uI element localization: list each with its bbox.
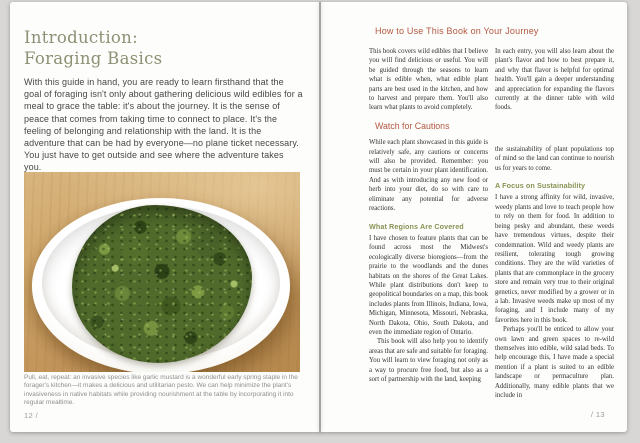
text-column-1 [369,47,488,384]
subheading-sustainability: A Focus on Sustainability [495,181,586,191]
left-page [10,2,319,432]
chopped-greens [72,205,252,363]
photo-caption: Pull, eat, repeat: an invasive species like garlic mustard is a wonderful early spring staple in the forager's kitchen—it makes a delicious and utilitarian pesto. We can help minimize the plant's invasiveness in native habitats while providing nourishment at the table by incorporating it into regular mealtime. [24,374,298,407]
right-page [321,2,627,432]
paragraph: I have a strong affinity for wild, invasive, weedy plants and love to teach people how to rely on them for food. In addition to being pesky and abundant, these weeds have tremendous virtues, despite their condemnation. Wild and weedy plants are resilient, tolerating tough growing conditions. They are the wild varieties of plants that are commonplace in the grocery store and remain very true to their original genetics, never modified by a grower or in a lab. Invasive weeds make up most of my foraging, and I include many of my favorites here in this book. [495,194,614,324]
subheading-what-regions: What Regions Are Covered [369,221,464,231]
section-heading-watch-for-cautions: Watch for Cautions [375,120,450,131]
paragraph: In each entry, you will also learn about the plant's flavor and how to best prepare it, and why that flavor is helpful for optimal health. You'll gain a deeper understanding and appreciation for expanding the flavors currently at the dinner table with wild foods. [495,48,614,112]
white-bowl [32,198,290,372]
book-spread [10,2,627,432]
page-title-line2: Foraging Basics [24,49,163,68]
intro-paragraph: With this guide in hand, you are ready to learn firsthand that the goal of foraging isn't only about gathering delicious wild edibles for a meal to grace the table: it's about the journey. It is the sense of peace that comes from taking time to connect to place. It's the feeling of belonging and relationship with the land. It is the adventure that can be had by everyone—no plane ticket necessary. You just have to get outside and see where the adventure takes you. [24,77,303,173]
paragraph: the sustainability of plant populations top of mind so the land can continue to nourish us for years to come. [495,145,614,172]
page-title-line1: Introduction: [24,28,138,47]
page-number-left: 12 / [24,411,39,420]
page-title [24,27,162,69]
paragraph: This book will also help you to identify areas that are safe and suitable for foraging. You will learn to view foraging not only as a way to procure free food, but also as a sort of partnership with the land, keeping [369,338,488,383]
section-heading-how-to-use: How to Use This Book on Your Journey [375,26,539,36]
paragraph: This book covers wild edibles that I believe you will find delicious or useful. You will be guided through the seasons to learn what is edible when, what edible plant parts are best used in the kitchen, and how to harvest and prepare them. You'll also learn what plants to avoid completely. [369,48,488,112]
paragraph: Perhaps you'll be enticed to allow your own lawn and green spaces to re-wild themselves into edible, wild salad beds. To help encourage this, I have made a special mention if a plant is suited to an edible landscape or permaculture plan. Additionally, many edible plants that we include in [495,326,614,399]
text-column-2 [495,47,614,400]
paragraph: While each plant showcased in this guide is relatively safe, any cautions or concerns will also be provided. Remember: you must be certain in your plant identification. And as with introducing any new food or herb into your diet, do so with care to eliminate any potential for adverse reactions. [369,139,488,213]
page-number-right: / 13 [590,410,605,419]
paragraph: I have chosen to feature plants that can be found across most the Midwest's ecologically diverse bioregions—from the prairie to the woodlands and the dunes habitats on the shores of the Great Lakes. While plant distributions don't keep to geopolitical boundaries on a map, this book includes plants from Illinois, Indiana, Iowa, Michigan, Minnesota, Missouri, Nebraska, North Dakota, Ohio, South Dakota, and even the immediate region of Ontario. [369,234,488,336]
food-photo [24,172,300,372]
